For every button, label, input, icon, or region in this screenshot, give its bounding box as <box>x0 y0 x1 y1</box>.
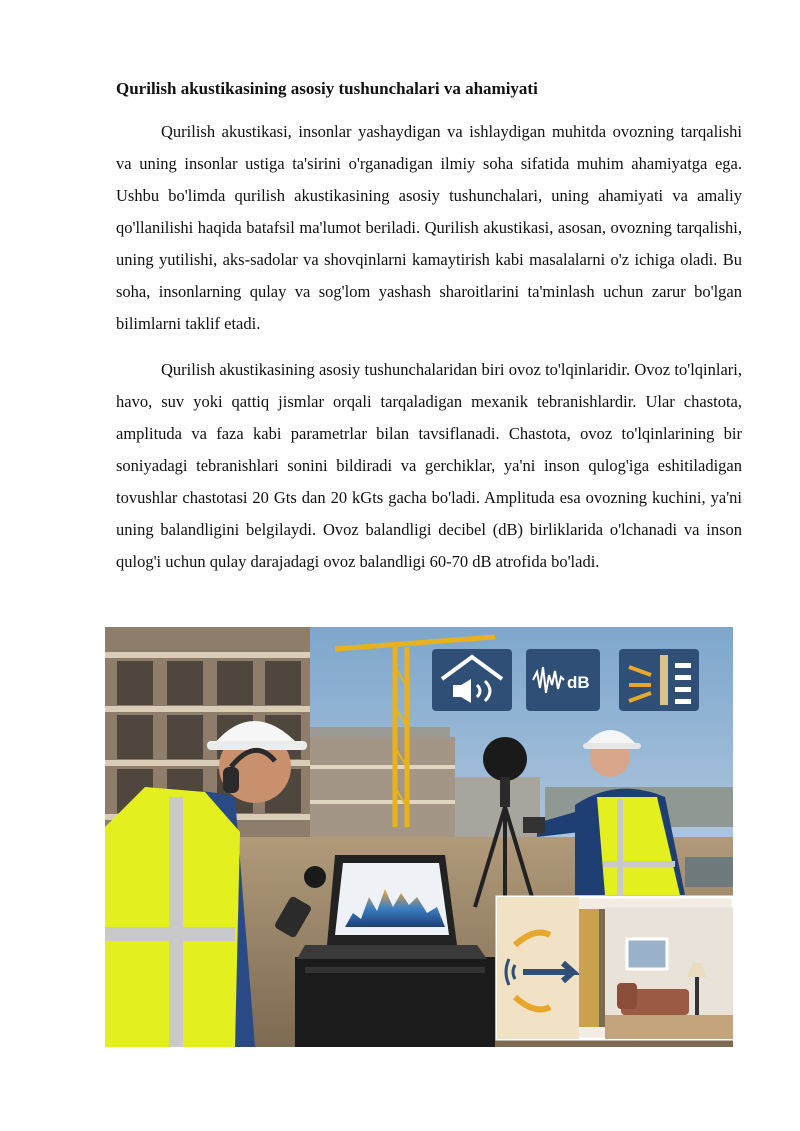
construction-acoustics-photo <box>105 627 733 1047</box>
decibel-meter-icon <box>526 649 600 711</box>
paragraph-sound-waves: Qurilish akustikasining asosiy tushunchalaridan biri ovoz to'lqinlaridir. Ovoz to'lqinlari, havo, suv yoki qattiq jismlar orqali tarqaladigan mexanik tebranishlardir. Ular chastota, amplituda va faza kabi parametrlar bilan tavsiflanadi. Chastota, ovoz to'lqinlarining bir soniyadagi tebranishlari sonini bildiradi va gerchiklar, ya'ni inson qulog'iga eshitiladigan tovushlar chastotasi 20 Gts dan 20 kGts gacha bo'ladi. Amplituda esa ovozning kuchini, ya'ni uning balandligini belgilaydi. Ovoz balandligi decibel (dB) birliklarida o'lchanadi va inson qulog'i uchun qulay darajadagi ovoz balandligi 60-70 dB atrofida bo'ladi. <box>116 360 742 571</box>
paragraph-intro: Qurilish akustikasi, insonlar yashaydigan va ishlaydigan muhitda ovozning tarqalishi va uning insonlar ustiga ta'sirini o'rganadigan ilmiy soha sifatida muhim ahamiyatga ega. Ushbu bo'limda qurilish akustikasining asosiy tushunchalari, uning ahamiyati va amaliy qo'llanilishi haqida batafsil ma'lumot beriladi. Qurilish akustikasi, asosan, ovozning tarqalishi, uning yutilishi, aks-sadolar va shovqinlarni kamaytirish kabi masalalarni o'z ichiga oladi. Bu soha, insonlarning qulay va sog'lom yashash sharoitlarini ta'minlash uchun zarur bo'lgan bilimlarni taklif etadi. <box>116 122 742 333</box>
section-heading: Qurilish akustikasining asosiy tushunchalari va ahamiyati <box>116 79 538 98</box>
house-sound-icon <box>432 649 512 711</box>
wall-insulation-inset <box>497 897 733 1039</box>
sound-insulation-panel-icon <box>619 649 699 711</box>
db-label: dB <box>567 673 590 692</box>
